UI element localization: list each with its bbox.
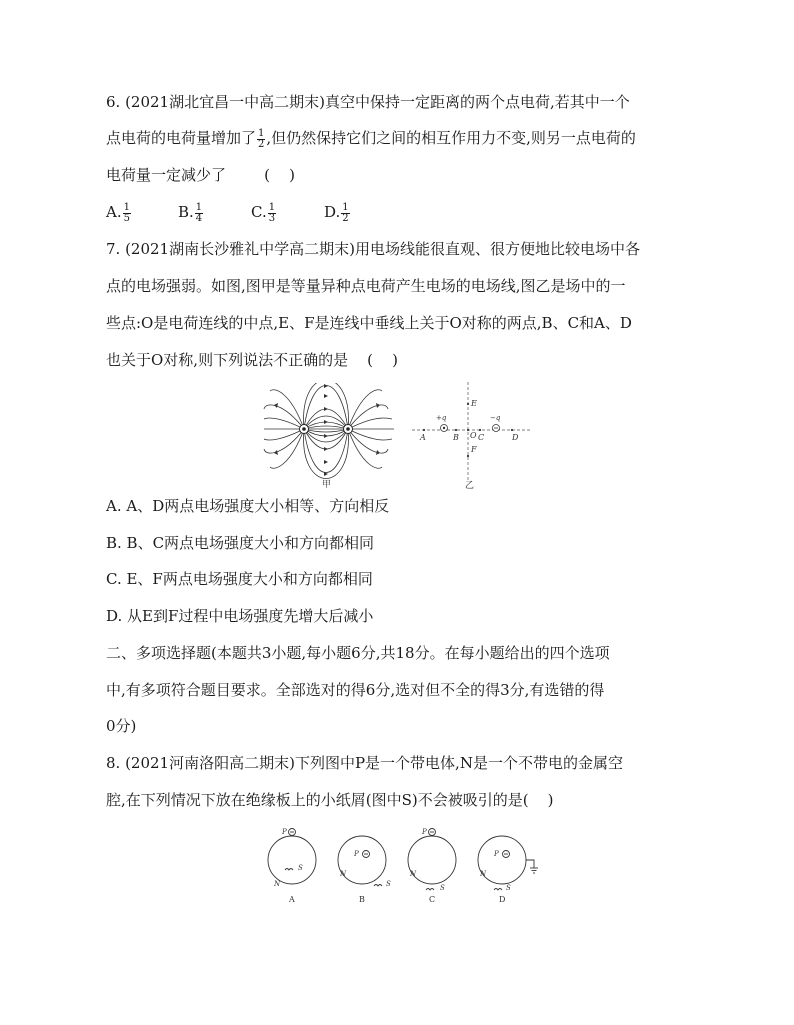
q7-option-c: C. E、F两点电场强度大小和方向都相同 — [106, 570, 373, 588]
q7-line-2: 点的电场强弱。如图,图甲是等量异种点电荷产生电场的电场线,图乙是场中的一 — [106, 277, 626, 295]
section-2-line-1: 二、多项选择题(本题共3小题,每小题6分,共18分。在每小题给出的四个选项 — [106, 644, 610, 662]
q8-fig-d-s-label: S — [506, 884, 511, 892]
q8-fig-c-n-label: N — [410, 870, 417, 878]
q8-fig-c-caption: C — [429, 895, 436, 904]
q6-line-1: 6. (2021湖北宜昌一中高二期末)真空中保持一定距离的两个点电荷,若其中一个 — [106, 93, 630, 111]
q6-option-b: B. $\frac{1}{4}$ — [178, 201, 203, 224]
q8-fig-b-caption: B — [359, 895, 365, 904]
fig-label-o: O — [470, 431, 477, 440]
point-layout-figure — [408, 380, 534, 492]
q6-fraction — [257, 129, 265, 150]
q7-line-1: 7. (2021湖南长沙雅礼中学高二期末)用电场线能很直观、很方便地比较电场中各 — [106, 240, 640, 258]
fig-label-minus-q: −q — [490, 414, 501, 422]
q8-fig-c-p-label: P — [422, 828, 427, 836]
fig-label-e: E — [471, 399, 477, 408]
q6-option-d: D. $\frac{1}{2}$ — [324, 201, 349, 224]
q8-fig-a-p-label: P — [282, 828, 287, 836]
dipole-field-figure — [262, 383, 396, 491]
fig-label-plus-q: +q — [436, 414, 447, 422]
q6-option-a: A. $\frac{1}{5}$ — [106, 201, 130, 224]
q8-fig-b-n-label: N — [340, 870, 347, 878]
fig-jia-caption: 甲 — [322, 480, 332, 490]
q6-fraction-num: 1 — [258, 127, 265, 139]
fig-label-f: F — [471, 445, 477, 454]
fig-label-a: A — [420, 433, 426, 442]
fig-yi-caption: 乙 — [465, 481, 475, 491]
fig-label-b: B — [453, 433, 459, 442]
q8-fig-a-caption: A — [289, 895, 295, 904]
q6-line-3: 电荷量一定减少了 ( ) — [106, 166, 295, 184]
q6-line-2-end: ,但仍然保持它们之间的相互作用力不变,则另一点电荷的 — [266, 129, 636, 147]
q7-option-a: A. A、D两点电场强度大小相等、方向相反 — [106, 497, 390, 515]
q7-line-4: 也关于O对称,则下列说法不正确的是 ( ) — [106, 351, 398, 369]
q6-line-2-start: 点电荷的电荷量增加了 — [106, 129, 257, 147]
q8-line-1: 8. (2021河南洛阳高二期末)下列图中P是一个带电体,N是一个不带电的金属空 — [106, 754, 623, 772]
q8-line-2: 腔,在下列情况下放在绝缘板上的小纸屑(图中S)不会被吸引的是( ) — [106, 791, 554, 809]
q7-option-b: B. B、C两点电场强度大小和方向都相同 — [106, 534, 375, 552]
q8-figures — [262, 822, 542, 906]
section-2-line-3: 0分) — [106, 717, 137, 735]
q6-line-2 — [106, 128, 636, 150]
q7-line-3: 些点:O是电荷连线的中点,E、F是连线中垂线上关于O对称的两点,B、C和A、D — [106, 314, 632, 332]
q8-fig-a-n-label: N — [274, 880, 281, 888]
section-2-line-2: 中,有多项符合题目要求。全部选对的得6分,选对但不全的得3分,有选错的得 — [106, 681, 605, 699]
q8-fig-d-n-label: N — [480, 870, 487, 878]
q8-fig-b-s-label: S — [386, 880, 391, 888]
q6-option-c: C. $\frac{1}{3}$ — [251, 201, 276, 224]
fig-label-c: C — [478, 433, 485, 442]
q8-fig-d-caption: D — [499, 895, 506, 904]
q8-fig-c-s-label: S — [440, 884, 445, 892]
q6-fraction-den: 2 — [258, 138, 265, 150]
q8-fig-d-p-label: P — [494, 850, 499, 858]
q8-fig-a-s-label: S — [298, 864, 303, 872]
q7-option-d: D. 从E到F过程中电场强度先增大后减小 — [106, 607, 374, 625]
fig-label-d: D — [512, 433, 519, 442]
q8-fig-b-p-label: P — [354, 850, 359, 858]
